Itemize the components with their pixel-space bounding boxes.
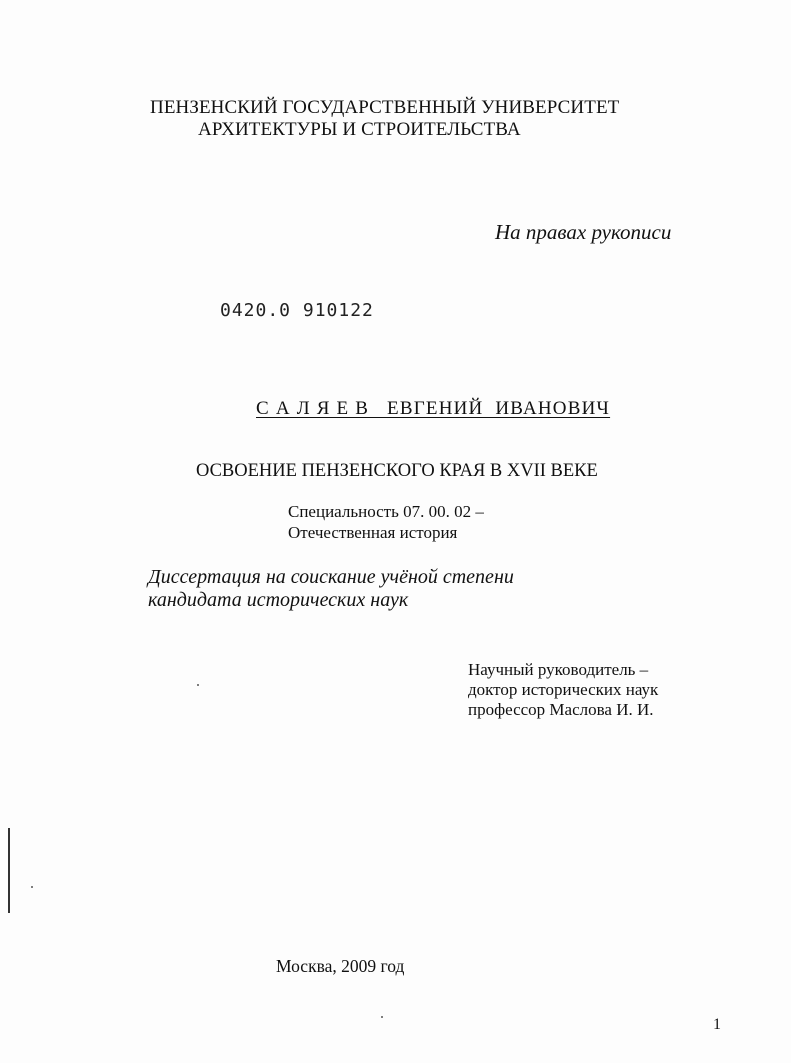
scan-speck (31, 886, 33, 888)
scan-speck (197, 684, 199, 686)
page-number: 1 (713, 1016, 721, 1033)
author-name: С А Л Я Е В ЕВГЕНИЙ ИВАНОВИЧ (256, 398, 611, 419)
specialty-code: Специальность 07. 00. 02 – (288, 502, 484, 521)
advisor-name: профессор Маслова И. И. (468, 700, 654, 719)
scientific-advisor-block (468, 660, 658, 720)
degree-statement-line1: Диссертация на соискание учёной степени (148, 566, 514, 588)
manuscript-rights-note: На правах рукописи (495, 220, 672, 244)
degree-statement (148, 566, 514, 612)
advisor-degree: доктор исторических наук (468, 680, 659, 699)
degree-statement-line2: кандидата исторических наук (148, 589, 409, 611)
dissertation-title: ОСВОЕНИЕ ПЕНЗЕНСКОГО КРАЯ В XVII ВЕКЕ (196, 461, 598, 481)
specialty-name: Отечественная история (288, 523, 458, 542)
registry-stamp-number: 0420.0 910122 (220, 300, 374, 321)
scan-edge-mark (8, 828, 10, 913)
university-name-line2: АРХИТЕКТУРЫ И СТРОИТЕЛЬСТВА (198, 119, 521, 140)
scan-speck (381, 1016, 383, 1018)
advisor-role: Научный руководитель – (468, 660, 649, 679)
university-name-line1: ПЕНЗЕНСКИЙ ГОСУДАРСТВЕННЫЙ УНИВЕРСИТЕТ (150, 97, 620, 118)
specialty-block (288, 501, 484, 543)
place-and-year: Москва, 2009 год (276, 956, 405, 976)
